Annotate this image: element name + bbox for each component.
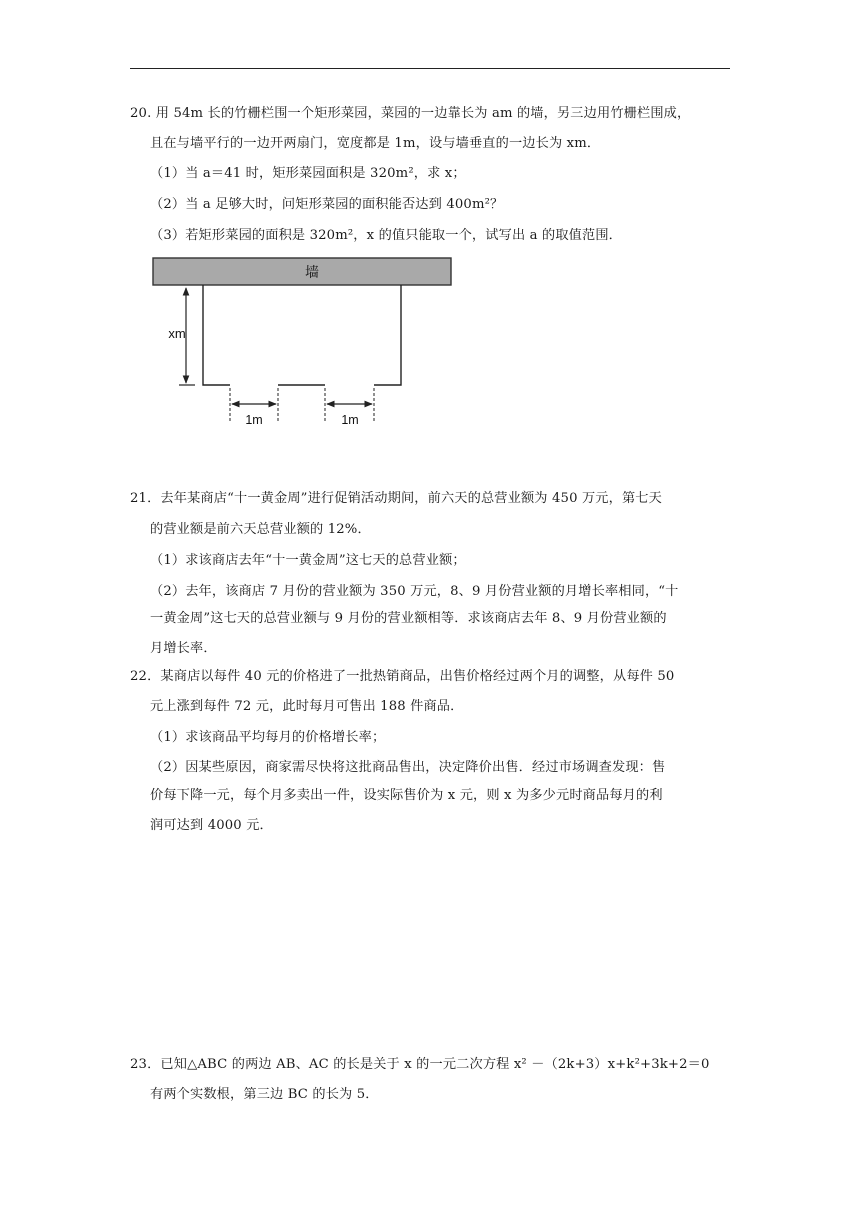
q23-line-1: 23．已知△ABC 的两边 AB、AC 的长是关于 x 的一元二次方程 x² －（2k+3）x+k²+3k+2＝0 [130,1057,710,1072]
q20-part-2: （2）当 a 足够大时，问矩形菜园的面积能否达到 400m²？ [150,197,504,212]
garden-diagram [145,252,465,442]
fence-right [374,285,401,385]
q21-line-1: 21．去年某商店“十一黄金周”进行促销活动期间，前六天的总营业额为 450 万元，第七天 [130,491,662,506]
fence-left [203,285,230,385]
garden-figure [145,252,465,442]
q22-part-2c: 润可达到 4000 元． [150,818,273,833]
q21-part-2b: 一黄金周”这七天的总营业额与 9 月份的营业额相等．求该商店去年 8、9 月份营业额的 [150,611,667,626]
wall-label: 墙 [305,264,319,280]
q22-line-1: 22．某商店以每件 40 元的价格进了一批热销商品，出售价格经过两个月的调整，从每件 50 [130,669,675,684]
side-label: xm [168,326,186,341]
q20-part-3: （3）若矩形菜园的面积是 320m²，x 的值只能取一个，试写出 a 的取值范围． [150,228,623,243]
q21-part-2c: 月增长率． [150,641,217,656]
door2-label: 1m [341,413,359,427]
header-rule [130,68,730,69]
q21-line-2: 的营业额是前六天总营业额的 12%． [150,522,371,537]
q22-line-2: 元上涨到每件 72 元，此时每月可售出 188 件商品． [150,699,464,714]
q20-part-1: （1）当 a＝41 时，矩形菜园面积是 320m²，求 x； [150,166,466,181]
q20-line-1: 20. 用 54m 长的竹栅栏围一个矩形菜园，菜园的一边靠长为 am 的墙，另三边用竹栅栏围成， [130,106,691,121]
wall-rect [153,258,451,285]
q21-part-2a: （2）去年，该商店 7 月份的营业额为 350 万元，8、9 月份营业额的月增长率相同，“十 [150,584,679,599]
q21-part-1: （1）求该商店去年“十一黄金周”这七天的总营业额； [150,553,466,568]
q22-part-2b: 价每下降一元，每个月多卖出一件，设实际售价为 x 元，则 x 为多少元时商品每月的利 [150,788,663,803]
q22-part-1: （1）求该商品平均每月的价格增长率； [150,730,386,745]
q20-line-2: 且在与墙平行的一边开两扇门，宽度都是 1m，设与墙垂直的一边长为 xm． [150,136,601,151]
q23-line-2: 有两个实数根，第三边 BC 的长为 5． [150,1087,379,1102]
q22-part-2a: （2）因某些原因，商家需尽快将这批商品售出，决定降价出售．经过市场调查发现：售 [150,760,666,775]
door1-label: 1m [245,413,263,427]
